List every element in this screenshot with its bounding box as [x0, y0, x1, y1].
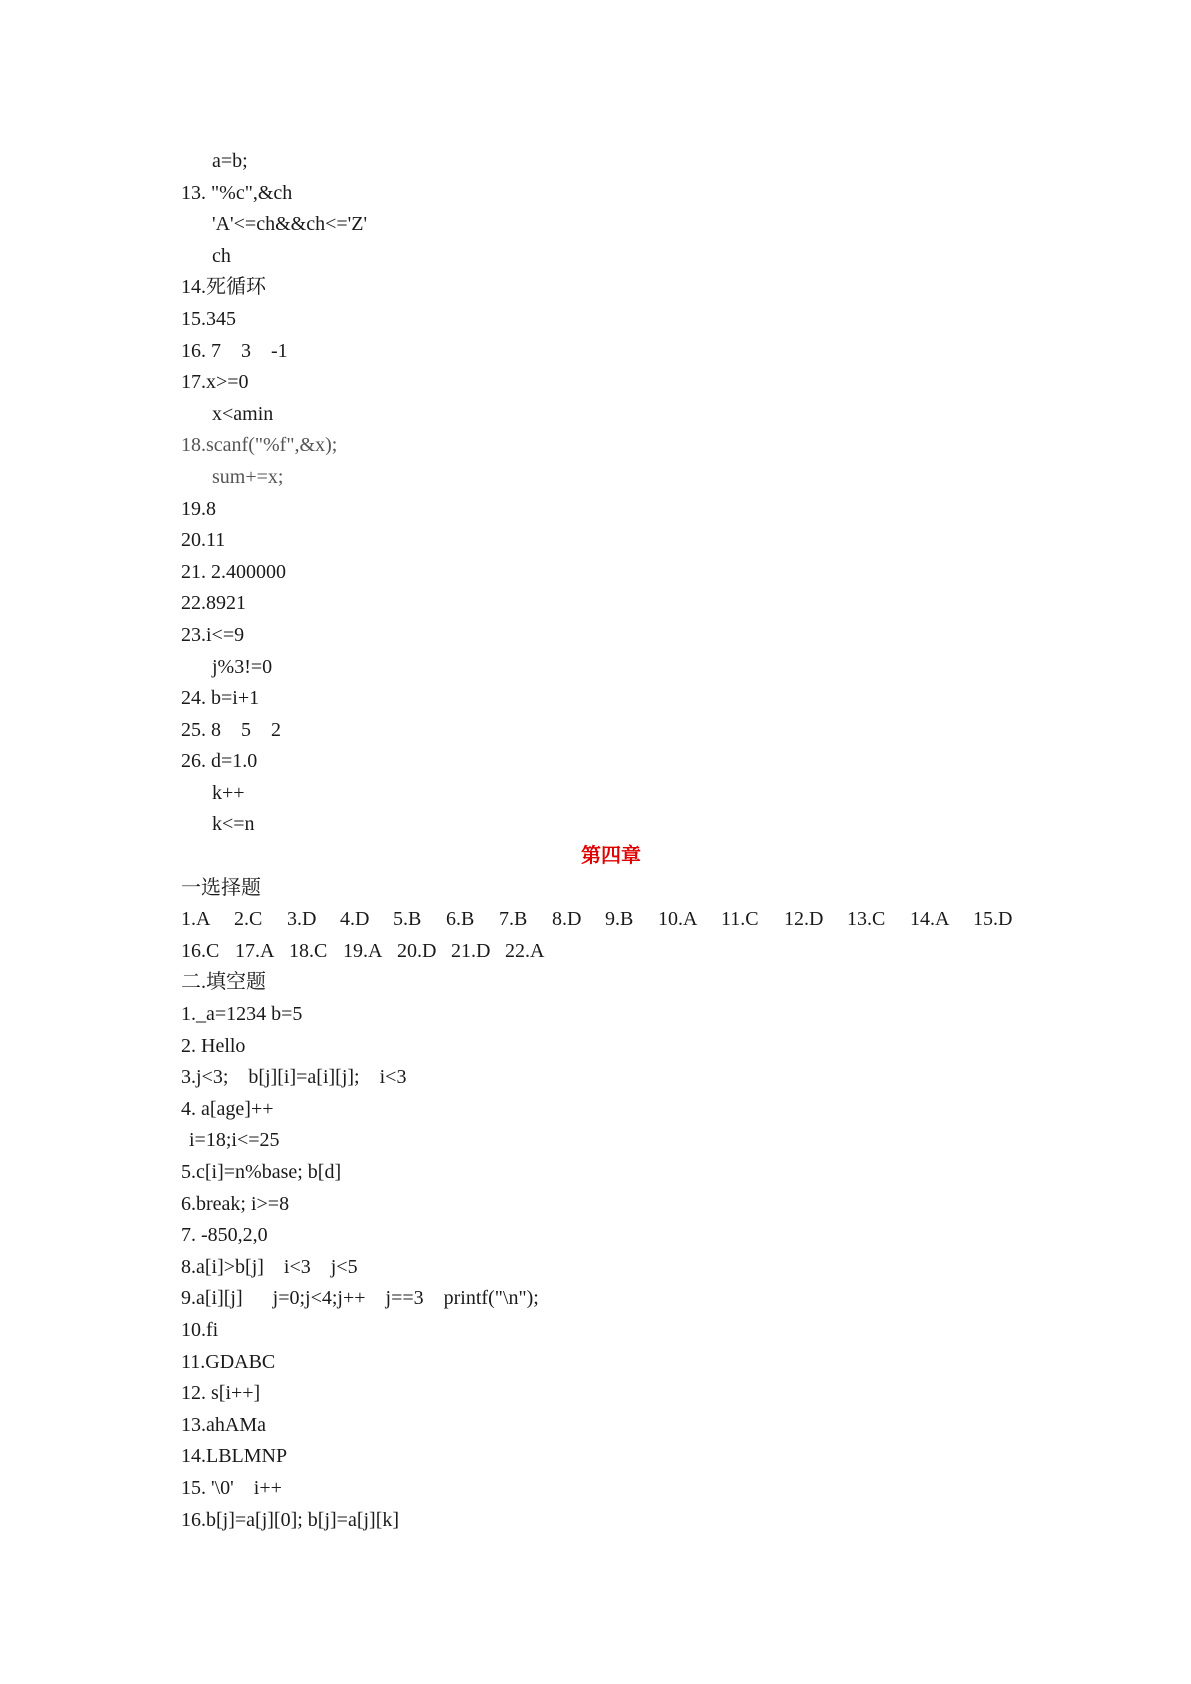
choice-answer: 5.B [393, 908, 422, 931]
answer-line: k++ [212, 781, 245, 804]
answer-line: 3.j<3; b[j][i]=a[i][j]; i<3 [181, 1066, 407, 1089]
choice-answers-row [181, 936, 1041, 968]
answer-line: ch [212, 244, 231, 267]
choice-answer: 12.D [784, 908, 824, 931]
answer-line: sum+=x; [212, 465, 284, 488]
choice-answer: 2.C [234, 908, 263, 931]
answer-line: 8.a[i]>b[j] i<3 j<5 [181, 1255, 358, 1278]
choice-answer: 1.A [181, 908, 211, 931]
choice-answer: 10.A [658, 908, 698, 931]
answer-line: 22.8921 [181, 592, 246, 615]
answer-line: 14.LBLMNP [181, 1445, 288, 1468]
answer-line: 23.i<=9 [181, 623, 245, 646]
answer-line: 17.x>=0 [181, 371, 249, 394]
answer-line: 18.scanf("%f",&x); [181, 434, 338, 457]
choice-answer: 7.B [499, 908, 528, 931]
choice-answer: 3.D [287, 908, 317, 931]
answer-line: 6.break; i>=8 [181, 1192, 290, 1215]
choice-answer: 8.D [552, 908, 582, 931]
choice-answer: 11.C [721, 908, 759, 931]
choice-answer: 6.B [446, 908, 475, 931]
answer-line: 13.ahAMa [181, 1413, 266, 1436]
answer-line: 19.8 [181, 497, 216, 520]
answer-line: a=b; [212, 150, 248, 172]
answer-line: 24. b=i+1 [181, 687, 260, 710]
choice-answer: 16.C [181, 939, 220, 962]
choice-answer: 13.C [847, 908, 886, 931]
answer-line: 15.345 [181, 307, 236, 330]
choice-answer: 9.B [605, 908, 634, 931]
answer-line: 4. a[age]++ [181, 1097, 274, 1120]
choice-answer: 18.C [289, 939, 328, 962]
answer-line: i=18;i<=25 [189, 1129, 280, 1152]
choice-answer: 14.A [910, 908, 950, 931]
answer-line: k<=n [212, 813, 255, 836]
section-heading-fill: 二.填空题 [181, 971, 266, 994]
answer-line: 20.11 [181, 529, 226, 552]
answer-line: 5.c[i]=n%base; b[d] [181, 1161, 342, 1183]
section-heading-choice: 一选择题 [181, 876, 261, 899]
choice-answer: 19.A [343, 939, 383, 962]
choice-answers-row [181, 904, 1041, 936]
answer-line: 7. -850,2,0 [181, 1224, 268, 1247]
choice-answer: 4.D [340, 908, 370, 931]
choice-answer: 15.D [973, 908, 1013, 931]
answer-line: 14.死循环 [181, 276, 266, 299]
answer-line: 25. 8 5 2 [181, 718, 281, 741]
choice-answer: 21.D [451, 939, 491, 962]
answer-line: 16. 7 3 -1 [181, 339, 288, 362]
choice-answer: 22.A [505, 939, 545, 962]
answer-line: 16.b[j]=a[j][0]; b[j]=a[j][k] [181, 1508, 400, 1531]
answer-line: 12. s[i++] [181, 1382, 261, 1405]
answer-line: 13. "%c",&ch [181, 181, 293, 204]
choice-answer: 20.D [397, 939, 437, 962]
choice-answer: 17.A [235, 939, 275, 962]
answer-line: 21. 2.400000 [181, 560, 286, 583]
answer-content [181, 146, 1041, 1536]
answer-line: x<amin [212, 402, 274, 425]
answer-line: j%3!=0 [212, 655, 273, 678]
answer-line: 'A'<=ch&&ch<='Z' [212, 213, 368, 236]
answer-line: 1._a=1234 b=5 [181, 1003, 303, 1026]
answer-line: 2. Hello [181, 1034, 246, 1057]
answer-line: 11.GDABC [181, 1350, 276, 1373]
answer-line: 10.fi [181, 1318, 219, 1341]
answer-line: 9.a[i][j] j=0;j<4;j++ j==3 printf("\n"); [181, 1287, 539, 1310]
chapter-title: 第四章 [581, 845, 641, 868]
answer-line: 15. '\0' i++ [181, 1476, 282, 1499]
answer-line: 26. d=1.0 [181, 750, 258, 773]
